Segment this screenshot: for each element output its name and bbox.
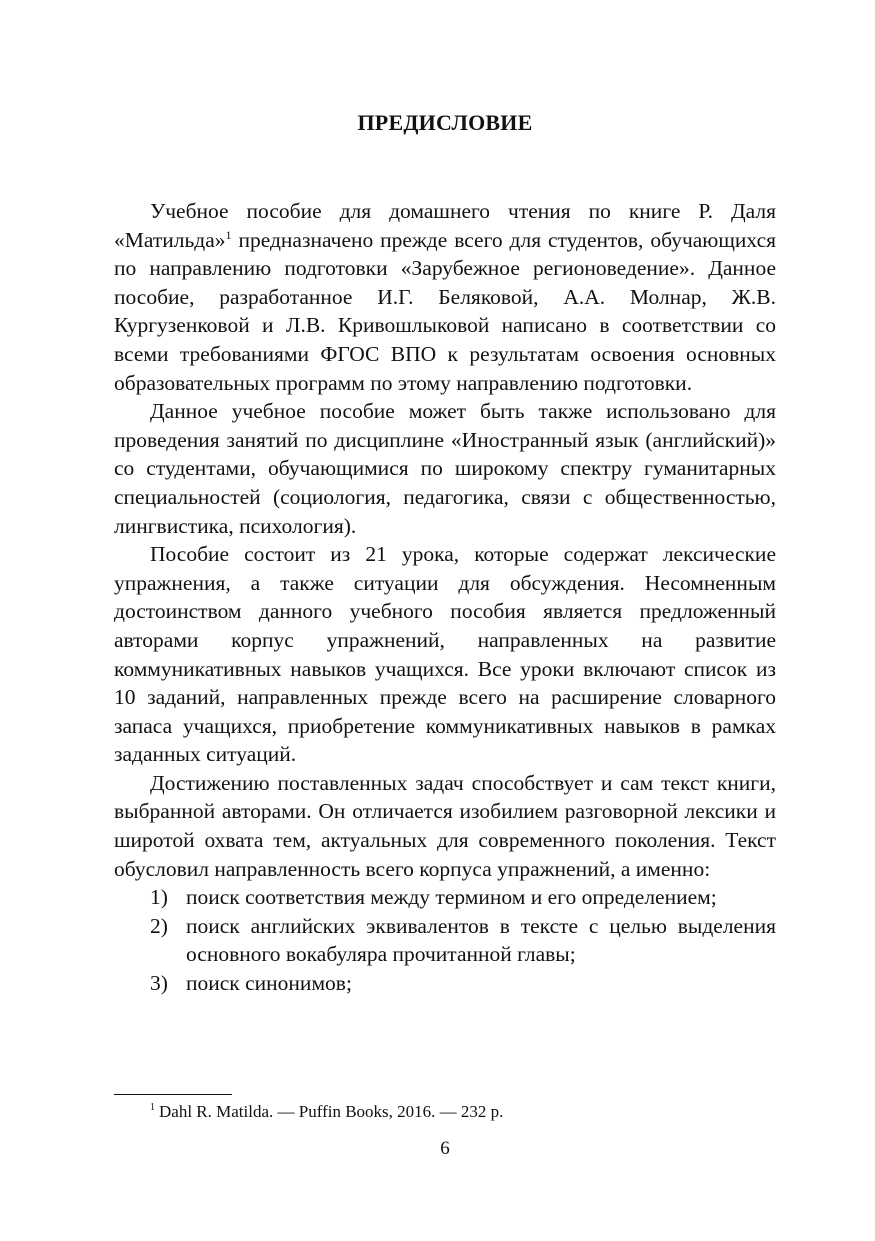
page-number: 6 (440, 1138, 450, 1159)
body-text (114, 197, 776, 998)
footnote (150, 1101, 770, 1123)
page-title: ПРЕДИСЛОВИЕ (357, 110, 533, 135)
paragraph-3: Пособие состоит из 21 урока, которые содержат лексические упражнения, а также ситуации для обсуждения. Несомненным достоинством данного учебного пособия является предложенный авторами корпус упражнений, направленных на развитие коммуникативных навыков учащихся. Все уроки включают список из 10 заданий, направленных прежде всего на расширение словарного запаса учащихся, приобретение коммуникативных навыков в рамках заданных ситуаций. (114, 542, 776, 767)
footnote-text: Dahl R. Matilda. — Puffin Books, 2016. — 232 p. (159, 1102, 504, 1121)
list-item (114, 883, 776, 912)
paragraph-4: Достижению поставленных задач способствует и сам текст книги, выбранной авторами. Он отличается изобилием разговорной лексики и широтой охвата тем, актуальных для современного поколения. Текст обусловил направленность всего корпуса упражнений, а именно: (114, 770, 776, 881)
list-item-number: 2) (150, 913, 168, 938)
footnote-divider (114, 1094, 232, 1095)
list-item (114, 969, 776, 998)
list-item (114, 912, 776, 969)
list-item-text: поиск синонимов; (186, 971, 352, 996)
paragraph-1-text-start: Учебное пособие для домашнего чтения по книге Р. Даля «Матильда» (114, 199, 776, 252)
paragraph-2: Данное учебное пособие может быть также использовано для проведения занятий по дисциплине «Иностранный язык (английский)» со студентами, обучающимися по широкому спектру гуманитарных специальностей (социология, педагогика, связи с общественностью, лингвистика, психология). (114, 399, 776, 538)
list-item-text: поиск английских эквивалентов в тексте с целью выделения основного вокабуляра прочитанной главы; (186, 913, 776, 967)
paragraph-1 (114, 197, 776, 397)
list-item-number: 1) (150, 885, 168, 910)
exercise-list (114, 883, 776, 997)
document-page (114, 0, 776, 1241)
footnote-reference[interactable]: 1 (225, 227, 232, 242)
paragraph-1-text-end: предназначено прежде всего для студентов, обучающихся по направлению подготовки «Зарубежное регионоведение». Данное пособие, разработанное И.Г. Беляковой, А.А. Молнар, Ж.В. Кургузенковой и Л.В. Кривошлыковой написано в соответствии со всеми требованиями ФГОС ВПО к результатам освоения основных образовательных программ по этому направлению подготовки. (114, 227, 776, 395)
footnote-mark: 1 (150, 1102, 155, 1114)
list-item-text: поиск соответствия между термином и его определением; (186, 885, 717, 910)
list-item-number: 3) (150, 971, 168, 996)
